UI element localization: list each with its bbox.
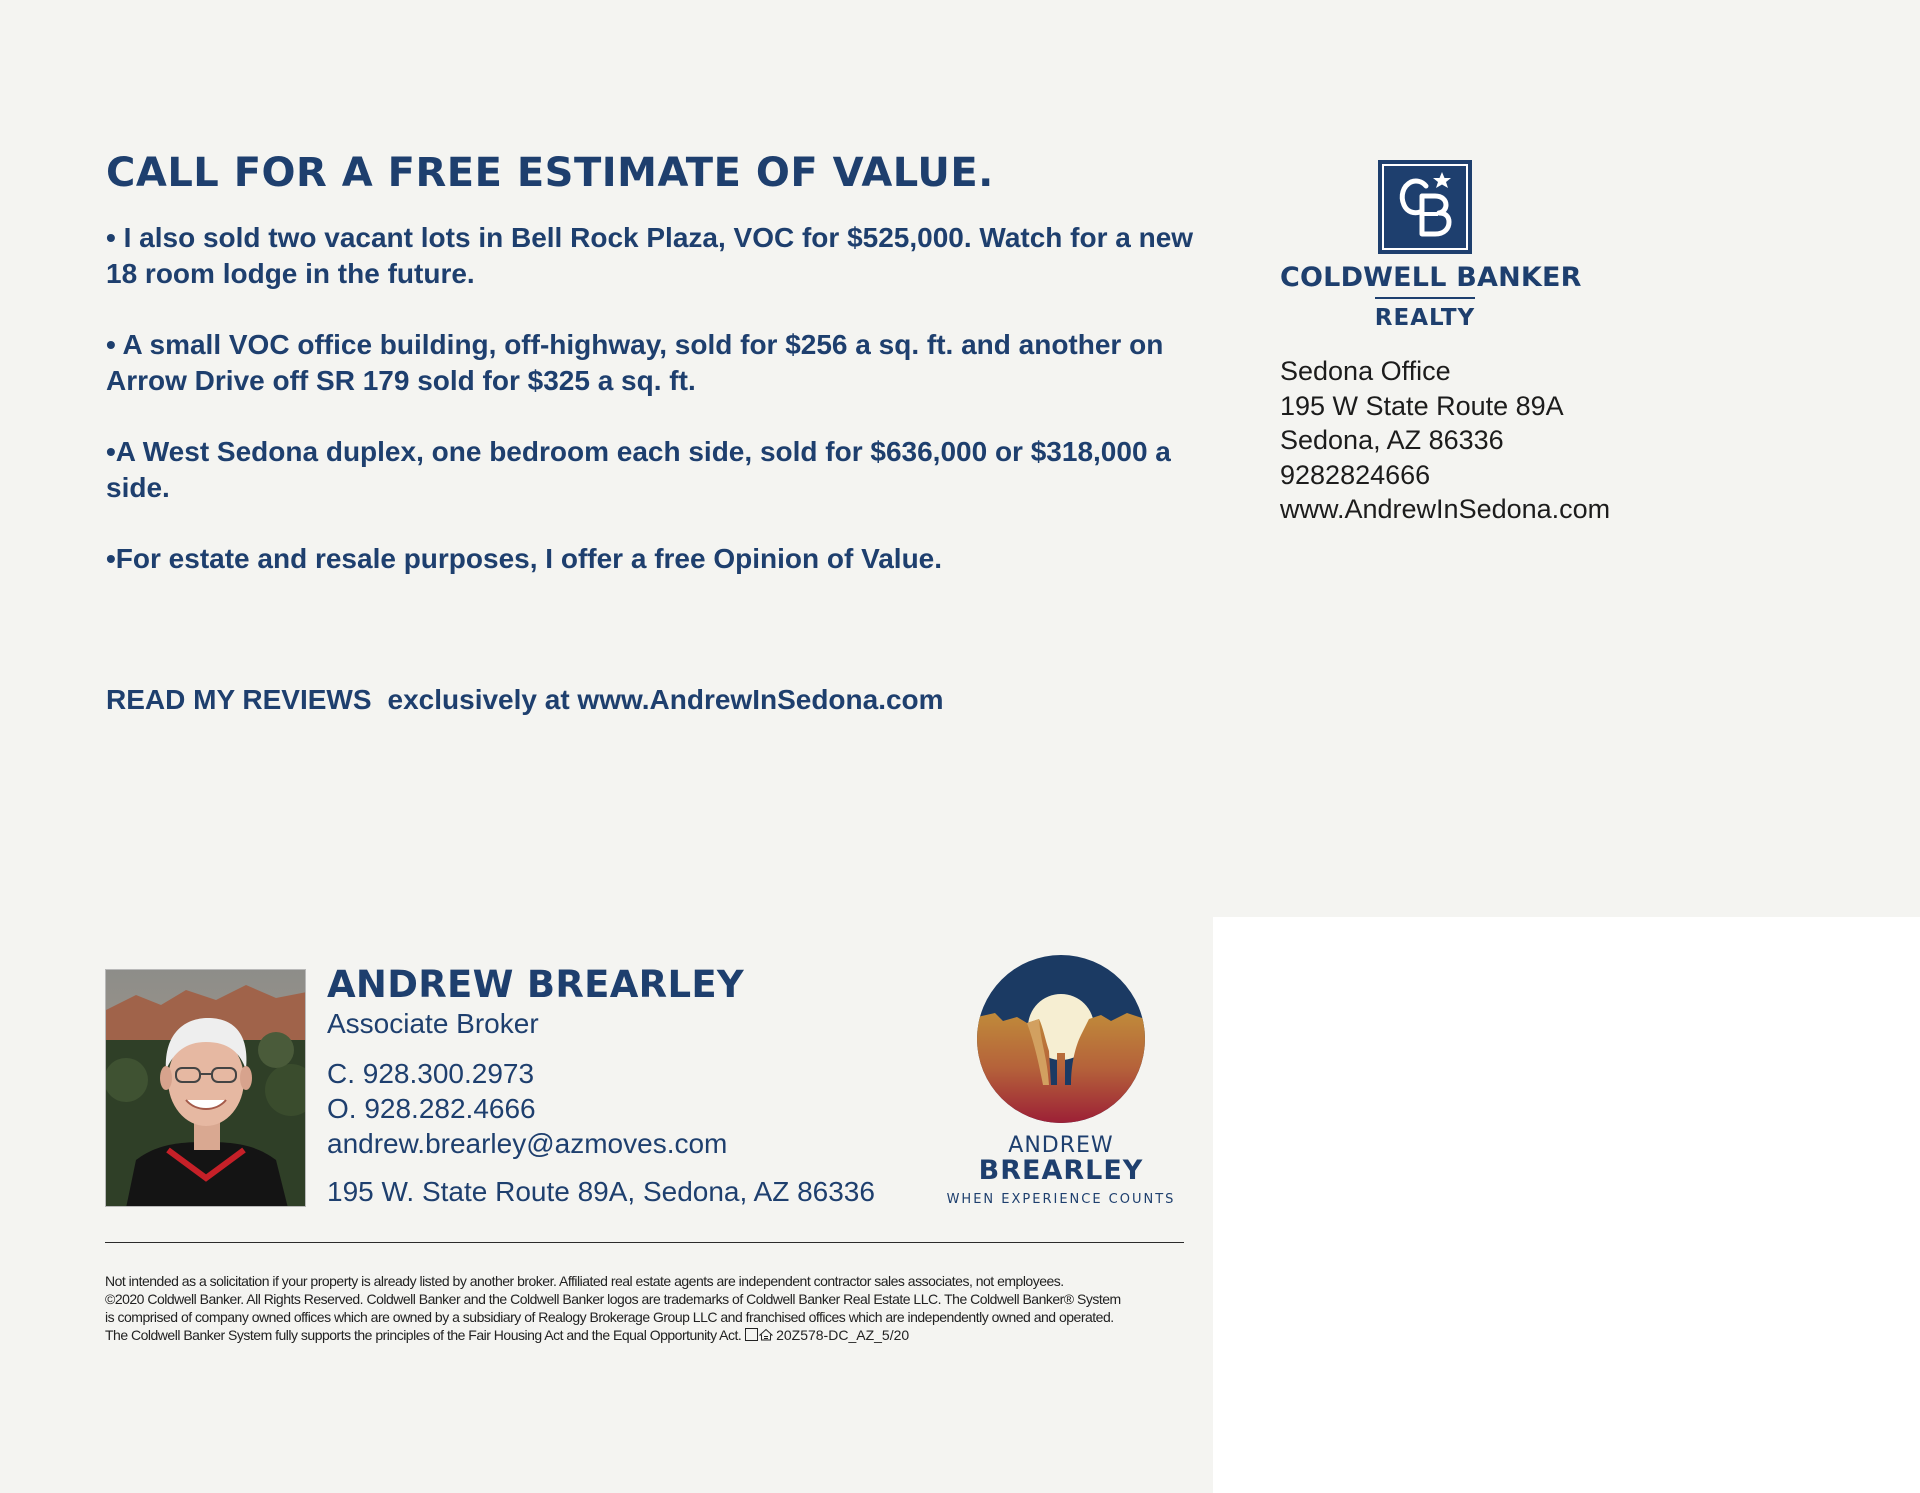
- legal-divider: [105, 1242, 1184, 1243]
- agent-cell-phone[interactable]: C. 928.300.2973: [327, 1058, 535, 1089]
- bullet-item: • I also sold two vacant lots in Bell Rock Plaza, VOC for $525,000. Watch for a new 18 room lodge in the future.: [106, 222, 1194, 289]
- personal-logo: [936, 955, 1186, 1207]
- reviews-link[interactable]: exclusively at www.AndrewInSedona.com: [387, 684, 944, 715]
- reviews-label: READ MY REVIEWS: [106, 684, 372, 715]
- agent-title: Associate Broker: [327, 1008, 539, 1039]
- equal-housing-icon: [745, 1328, 773, 1341]
- coldwell-banker-logo: [1280, 160, 1582, 331]
- bullet-item: • A small VOC office building, off-highway, sold for $256 a sq. ft. and another on Arrow Drive off SR 179 sold for $325 a sq. ft.: [106, 329, 1164, 396]
- office-street: 195 W State Route 89A: [1280, 390, 1564, 421]
- brand-name: COLDWELL BANKER: [1280, 262, 1582, 293]
- logo-last-name: BREARLEY: [978, 1155, 1144, 1186]
- agent-office-phone[interactable]: O. 928.282.4666: [327, 1093, 536, 1124]
- logo-first-name: ANDREW: [1008, 1133, 1114, 1158]
- brand-sub: REALTY: [1374, 305, 1476, 331]
- bullet-item: •A West Sedona duplex, one bedroom each side, sold for $636,000 or $318,000 a side.: [106, 436, 1171, 503]
- agent-name: ANDREW BREARLEY: [327, 963, 745, 1006]
- legal-code: 20Z578-DC_AZ_5/20: [776, 1327, 910, 1343]
- agent-email[interactable]: andrew.brearley@azmoves.com: [327, 1128, 728, 1159]
- office-phone[interactable]: 9282824666: [1280, 459, 1431, 490]
- legal-disclaimer: [105, 1272, 1180, 1344]
- office-city: Sedona, AZ 86336: [1280, 425, 1504, 455]
- reviews-line: [106, 684, 944, 716]
- agent-address: 195 W. State Route 89A, Sedona, AZ 86336: [327, 1176, 875, 1207]
- office-info: [1280, 354, 1610, 527]
- office-website[interactable]: www.AndrewInSedona.com: [1280, 494, 1611, 524]
- page-heading: CALL FOR A FREE ESTIMATE OF VALUE.: [106, 150, 994, 196]
- agent-contact: [327, 1056, 727, 1161]
- bullet-item: •For estate and resale purposes, I offer a free Opinion of Value.: [106, 543, 943, 574]
- legal-line: ©2020 Coldwell Banker. All Rights Reserved. Coldwell Banker and the Coldwell Banker logos are trademarks of Coldwell Banker Real Estate LLC. The Coldwell Banker® System: [105, 1291, 1121, 1307]
- sedona-rock-icon: [977, 955, 1145, 1123]
- legal-line: [105, 1326, 1180, 1344]
- sales-bullet-list: [106, 220, 1216, 612]
- cb-monogram-icon: [1378, 160, 1472, 254]
- legal-line: is comprised of company owned offices which are owned by a subsidiary of Realogy Brokerage Group LLC and franchised offices which are independently owned and operated.: [105, 1309, 1114, 1325]
- logo-tagline: WHEN EXPERIENCE COUNTS: [946, 1192, 1176, 1207]
- mailing-panel: [1213, 917, 1920, 1493]
- agent-photo: [105, 969, 306, 1207]
- legal-line-text: The Coldwell Banker System fully supports the principles of the Fair Housing Act and the Equal Opportunity Act.: [105, 1327, 742, 1343]
- legal-line: Not intended as a solicitation if your property is already listed by another broker. Affiliated real estate agents are independent contractor sales associates, not employees.: [105, 1273, 1064, 1289]
- office-name: Sedona Office: [1280, 356, 1451, 386]
- brand-divider: [1375, 297, 1475, 299]
